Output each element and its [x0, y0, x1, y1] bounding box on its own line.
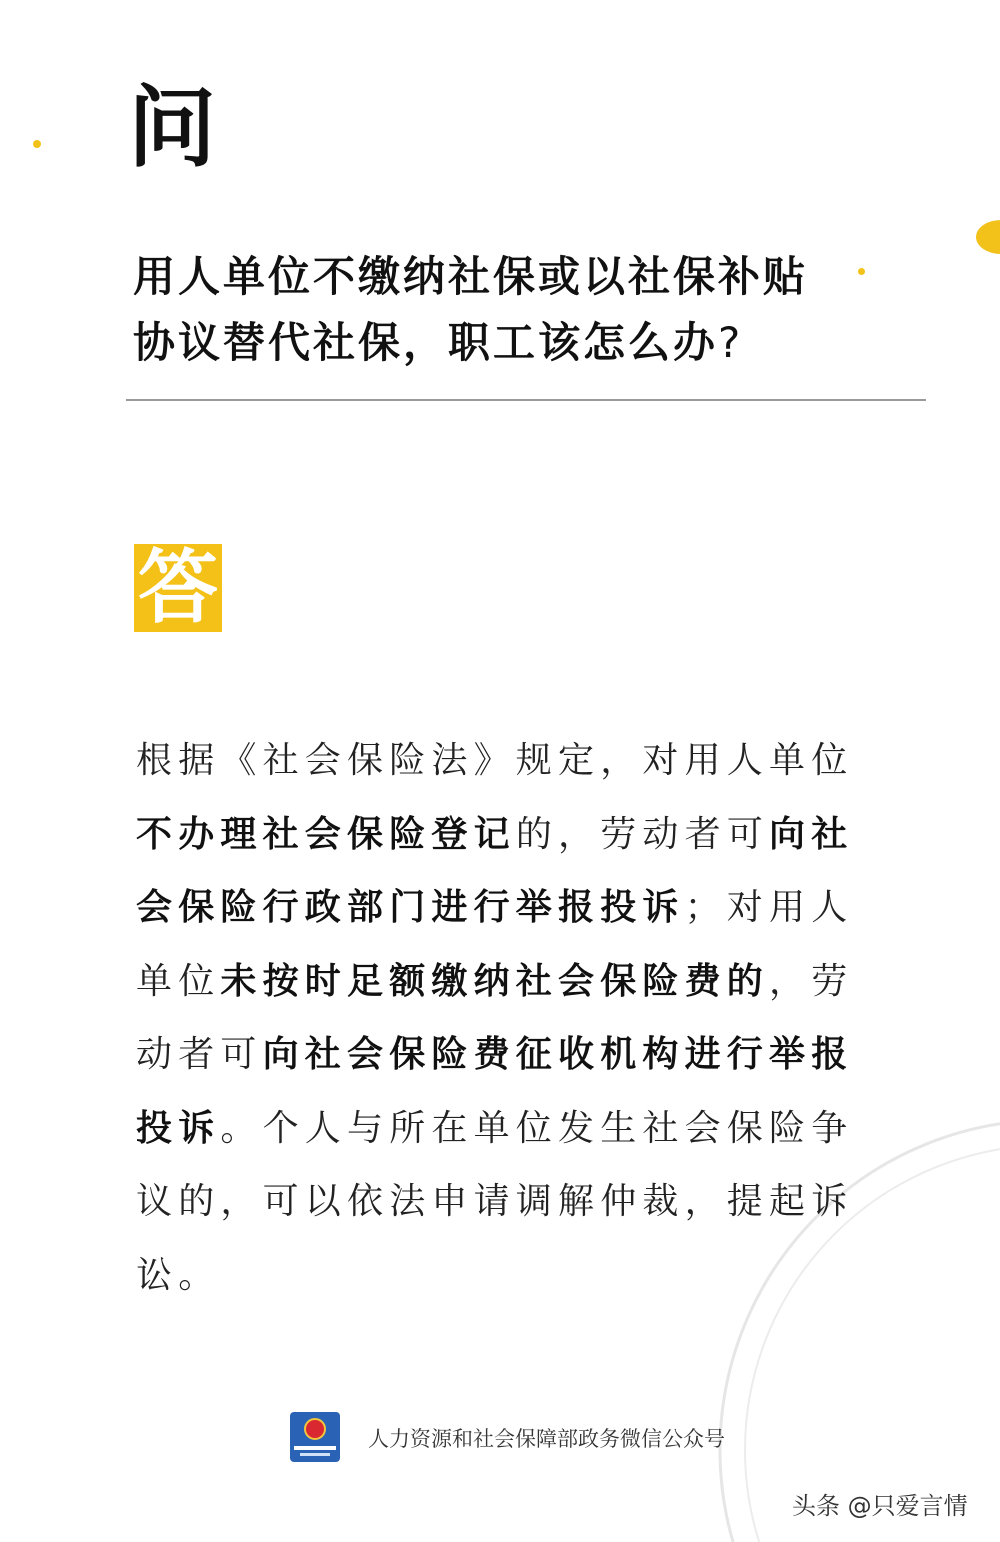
answer-glyph: 答 — [138, 541, 218, 634]
publisher-name: 人力资源和社会保障部政务微信公众号 — [368, 1427, 725, 1451]
decorative-half-circle — [976, 220, 1000, 254]
answer-emphasis: 未按时足额缴纳社会保险费的 — [220, 960, 770, 1002]
answer-segment: ，劳动者可 — [136, 960, 854, 1075]
national-emblem-icon — [304, 1418, 326, 1440]
answer-segment: 根据《社会保险法》规定，对用人单 — [136, 740, 812, 781]
mohrss-emblem-icon — [290, 1412, 340, 1462]
answer-emphasis: 向社会保险行政部门进行举报投诉 — [136, 813, 854, 928]
watermark: 头条 @只爱言情 — [792, 1492, 968, 1520]
question-glyph: 问 — [128, 76, 217, 179]
question-badge — [128, 76, 217, 179]
answer-segment: ；对用人单位 — [136, 887, 854, 1002]
answer-segment: 。个人与所在单位发生社会保险争议的，可以依法申请调解仲裁，提起诉讼。 — [136, 1107, 854, 1296]
answer-body — [136, 724, 876, 1312]
answer-segment: 位 — [811, 740, 854, 781]
question-mark: ? — [718, 318, 744, 367]
question-line-2: 协议替代社保，职工该怎么办 — [133, 318, 719, 367]
answer-badge — [134, 541, 222, 634]
question-title — [133, 244, 863, 376]
question-line-1: 用人单位不缴纳社保或以社保补贴 — [133, 252, 809, 301]
decorative-dot — [33, 140, 41, 148]
answer-emphasis: 不办理社会保险登记 — [136, 813, 516, 855]
answer-segment: 的，劳动者可 — [515, 813, 770, 855]
divider — [126, 399, 926, 401]
answer-emphasis: 向社会保险费征收机构进行举报投诉 — [136, 1034, 854, 1149]
